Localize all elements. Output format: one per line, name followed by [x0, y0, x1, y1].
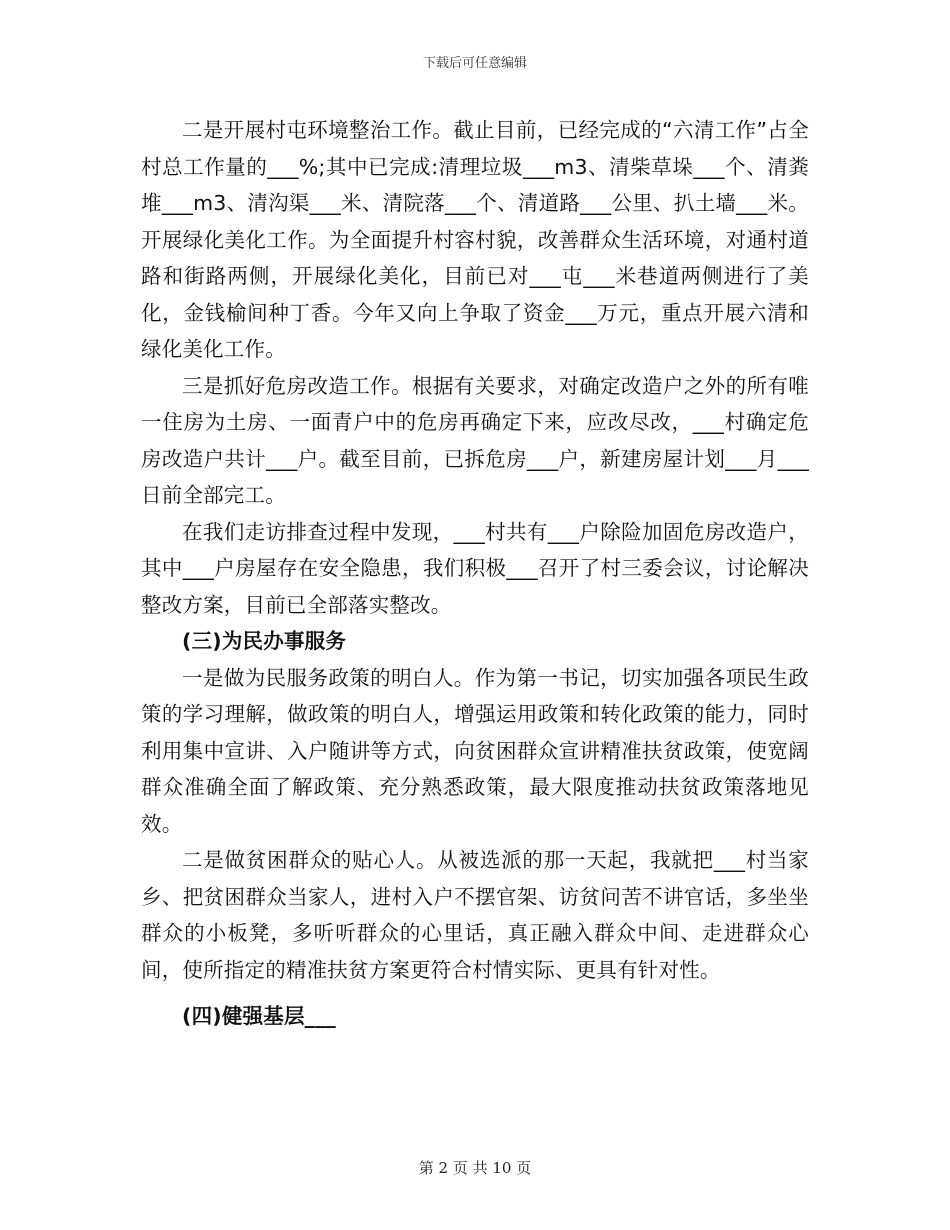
page-header-note: 下载后可任意编辑 — [422, 56, 527, 71]
section-heading-service: (三)为民办事服务 — [182, 629, 347, 653]
page-number: 第 2 页 共 10 页 — [418, 1159, 532, 1177]
section-heading-grassroots: (四)健强基层___ — [182, 1004, 336, 1028]
document-body — [141, 112, 809, 1035]
paragraph-caring-for-poor: 二是做贫困群众的贴心人。从被选派的那一天起，我就把___村当家乡、把贫困群众当家人，进村入户不摆官架、访贫问苦不讲官话，多坐坐群众的小板凳，多听听群众的心里话，真正融入群众中间、走进群众心间，使所指定的精准扶贫方案更符合村情实际、更具有针对性。 — [141, 848, 809, 982]
paragraph-policy-understanding: 一是做为民服务政策的明白人。作为第一书记，切实加强各项民生政策的学习理解，做政策的明白人，增强运用政策和转化政策的能力，同时利用集中宣讲、入户随讲等方式，向贫困群众宣讲精准扶贫政策，使宽阔群众准确全面了解政策、充分熟悉政策，最大限度推动扶贫政策落地见效。 — [141, 665, 809, 836]
paragraph-inspection-findings: 在我们走访排查过程中发现，___村共有___户除险加固危房改造户，其中___户房屋存在安全隐患，我们积极___召开了村三委会议，讨论解决整改方案，目前已全部落实整改。 — [141, 519, 809, 617]
paragraph-village-environment: 二是开展村屯环境整治工作。截止目前，已经完成的“六清工作”占全村总工作量的___%;其中已完成:清理垃圾___m3、清柴草垛___个、清粪堆___m3、清沟渠___米、清院落___个、清道路___公里、扒土墙___米。开展绿化美化工作。为全面提升村容村貌，改善群众生活环境，对通村道路和街路两侧，开展绿化美化，目前已对___屯___米巷道两侧进行了美化，金钱榆间种丁香。今年又向上争取了资金___万元，重点开展六清和绿化美化工作。 — [141, 118, 809, 361]
paragraph-housing-renovation: 三是抓好危房改造工作。根据有关要求，对确定改造户之外的所有唯一住房为土房、一面青户中的危房再确定下来，应改尽改，___村确定危房改造户共计___户。截至目前，已拆危房___户，新建房屋计划___月___日前全部完工。 — [141, 373, 809, 507]
